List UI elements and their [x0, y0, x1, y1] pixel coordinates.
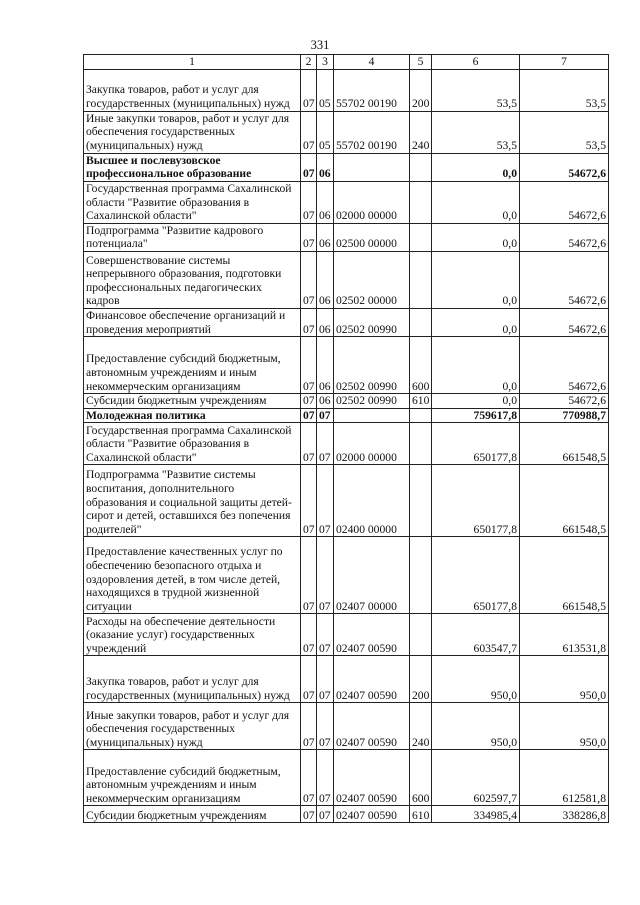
cell-expense-type	[410, 153, 432, 181]
cell-amount-year-2: 53,5	[520, 69, 609, 111]
cell-amount-year-1: 650177,8	[432, 537, 520, 614]
cell-amount-year-1: 53,5	[432, 69, 520, 111]
cell-target-article: 02502 00990	[334, 337, 410, 394]
cell-amount-year-2: 54672,6	[520, 223, 609, 251]
cell-amount-year-1: 0,0	[432, 337, 520, 394]
cell-amount-year-2: 612581,8	[520, 750, 609, 806]
cell-expense-type: 240	[410, 703, 432, 750]
cell-expense-type: 600	[410, 337, 432, 394]
header-col-5: 5	[410, 55, 432, 70]
cell-name: Предоставление качественных услуг по обеспечению безопасного отдыха и оздоровления детей, в том числе детей, находящихся в трудной жизненной ситуации	[84, 537, 301, 614]
cell-target-article: 02502 00990	[334, 308, 410, 336]
table-row	[84, 337, 609, 394]
cell-name: Подпрограмма "Развитие системы воспитания, дополнительного образования и социальной защиты детей-сирот и детей, оставшихся без попечения родителей"	[84, 465, 301, 537]
cell-subsection: 06	[317, 251, 334, 308]
cell-amount-year-2: 950,0	[520, 703, 609, 750]
header-row	[84, 55, 609, 70]
cell-section: 07	[301, 223, 317, 251]
cell-amount-year-2: 661548,5	[520, 465, 609, 537]
cell-name: Расходы на обеспечение деятельности (оказание услуг) государственных учреждений	[84, 614, 301, 656]
cell-section: 07	[301, 537, 317, 614]
cell-section: 07	[301, 750, 317, 806]
cell-expense-type	[410, 408, 432, 423]
table-row	[84, 423, 609, 465]
table-row	[84, 703, 609, 750]
cell-amount-year-2: 54672,6	[520, 308, 609, 336]
cell-amount-year-1: 0,0	[432, 223, 520, 251]
table-row	[84, 111, 609, 153]
table-row	[84, 465, 609, 537]
cell-amount-year-1: 334985,4	[432, 806, 520, 823]
cell-amount-year-2: 54672,6	[520, 394, 609, 409]
table-row	[84, 750, 609, 806]
cell-amount-year-1: 650177,8	[432, 423, 520, 465]
cell-target-article: 02407 00590	[334, 703, 410, 750]
cell-amount-year-2: 53,5	[520, 111, 609, 153]
cell-amount-year-1: 0,0	[432, 153, 520, 181]
page-number: 331	[310, 38, 330, 52]
cell-subsection: 06	[317, 394, 334, 409]
cell-expense-type	[410, 614, 432, 656]
cell-expense-type: 200	[410, 656, 432, 703]
cell-section: 07	[301, 423, 317, 465]
cell-amount-year-2: 950,0	[520, 656, 609, 703]
cell-target-article	[334, 408, 410, 423]
cell-subsection: 06	[317, 153, 334, 181]
cell-target-article	[334, 153, 410, 181]
cell-amount-year-2: 54672,6	[520, 181, 609, 223]
cell-expense-type: 610	[410, 806, 432, 823]
cell-target-article: 55702 00190	[334, 111, 410, 153]
table-row	[84, 251, 609, 308]
cell-expense-type	[410, 465, 432, 537]
header-col-3: 3	[317, 55, 334, 70]
cell-amount-year-2: 338286,8	[520, 806, 609, 823]
cell-name: Государственная программа Сахалинской области "Развитие образования в Сахалинской области"	[84, 181, 301, 223]
cell-amount-year-1: 950,0	[432, 703, 520, 750]
cell-amount-year-2: 54672,6	[520, 337, 609, 394]
table-row	[84, 614, 609, 656]
cell-subsection: 06	[317, 223, 334, 251]
cell-subsection: 07	[317, 465, 334, 537]
cell-name: Иные закупки товаров, работ и услуг для обеспечения государственных (муниципальных) нужд	[84, 111, 301, 153]
cell-expense-type: 600	[410, 750, 432, 806]
cell-target-article: 02407 00590	[334, 806, 410, 823]
cell-section: 07	[301, 111, 317, 153]
cell-expense-type	[410, 537, 432, 614]
cell-name: Закупка товаров, работ и услуг для государственных (муниципальных) нужд	[84, 69, 301, 111]
cell-expense-type	[410, 181, 432, 223]
header-col-4: 4	[334, 55, 410, 70]
budget-table	[83, 54, 609, 823]
table-row	[84, 408, 609, 423]
cell-section: 07	[301, 153, 317, 181]
cell-target-article: 02407 00590	[334, 750, 410, 806]
cell-name: Субсидии бюджетным учреждениям	[84, 806, 301, 823]
cell-subsection: 07	[317, 806, 334, 823]
cell-amount-year-1: 0,0	[432, 394, 520, 409]
cell-section: 07	[301, 614, 317, 656]
header-col-6: 6	[432, 55, 520, 70]
table-row	[84, 223, 609, 251]
cell-expense-type: 240	[410, 111, 432, 153]
cell-amount-year-1: 0,0	[432, 181, 520, 223]
table-body	[84, 69, 609, 823]
cell-name: Подпрограмма "Развитие кадрового потенциала"	[84, 223, 301, 251]
cell-subsection: 07	[317, 537, 334, 614]
cell-section: 07	[301, 806, 317, 823]
cell-target-article: 02407 00000	[334, 537, 410, 614]
cell-expense-type: 200	[410, 69, 432, 111]
header-col-2: 2	[301, 55, 317, 70]
cell-amount-year-1: 53,5	[432, 111, 520, 153]
cell-subsection: 07	[317, 703, 334, 750]
cell-expense-type	[410, 251, 432, 308]
cell-subsection: 05	[317, 69, 334, 111]
cell-target-article: 55702 00190	[334, 69, 410, 111]
cell-subsection: 06	[317, 308, 334, 336]
cell-section: 07	[301, 251, 317, 308]
cell-amount-year-1: 602597,7	[432, 750, 520, 806]
table-row	[84, 181, 609, 223]
cell-subsection: 05	[317, 111, 334, 153]
cell-amount-year-2: 613531,8	[520, 614, 609, 656]
cell-name: Иные закупки товаров, работ и услуг для обеспечения государственных (муниципальных) нужд	[84, 703, 301, 750]
cell-name: Молодежная политика	[84, 408, 301, 423]
cell-amount-year-1: 950,0	[432, 656, 520, 703]
cell-name: Предоставление субсидий бюджетным, автономным учреждениям и иным некоммерческим организациям	[84, 750, 301, 806]
cell-amount-year-1: 650177,8	[432, 465, 520, 537]
cell-subsection: 07	[317, 656, 334, 703]
cell-subsection: 07	[317, 423, 334, 465]
cell-section: 07	[301, 337, 317, 394]
cell-name: Высшее и послевузовское профессиональное образование	[84, 153, 301, 181]
cell-expense-type	[410, 423, 432, 465]
cell-amount-year-2: 54672,6	[520, 251, 609, 308]
cell-amount-year-1: 603547,7	[432, 614, 520, 656]
table-row	[84, 394, 609, 409]
cell-name: Финансовое обеспечение организаций и проведения мероприятий	[84, 308, 301, 336]
cell-target-article: 02502 00000	[334, 251, 410, 308]
table-row	[84, 308, 609, 336]
cell-name: Предоставление субсидий бюджетным, автономным учреждениям и иным некоммерческим организациям	[84, 337, 301, 394]
cell-subsection: 07	[317, 750, 334, 806]
cell-amount-year-1: 0,0	[432, 251, 520, 308]
header-col-1: 1	[84, 55, 301, 70]
cell-name: Субсидии бюджетным учреждениям	[84, 394, 301, 409]
header-col-7: 7	[520, 55, 609, 70]
cell-target-article: 02502 00990	[334, 394, 410, 409]
cell-target-article: 02407 00590	[334, 614, 410, 656]
cell-amount-year-2: 661548,5	[520, 423, 609, 465]
cell-target-article: 02000 00000	[334, 181, 410, 223]
cell-section: 07	[301, 394, 317, 409]
cell-amount-year-2: 661548,5	[520, 537, 609, 614]
cell-name: Совершенствование системы непрерывного образования, подготовки профессиональных педагогических кадров	[84, 251, 301, 308]
table-row	[84, 806, 609, 823]
cell-expense-type	[410, 223, 432, 251]
cell-section: 07	[301, 703, 317, 750]
cell-target-article: 02500 00000	[334, 223, 410, 251]
cell-expense-type	[410, 308, 432, 336]
cell-section: 07	[301, 656, 317, 703]
cell-subsection: 06	[317, 337, 334, 394]
cell-name: Закупка товаров, работ и услуг для государственных (муниципальных) нужд	[84, 656, 301, 703]
cell-section: 07	[301, 308, 317, 336]
cell-expense-type: 610	[410, 394, 432, 409]
cell-amount-year-2: 54672,6	[520, 153, 609, 181]
cell-target-article: 02400 00000	[334, 465, 410, 537]
table-row	[84, 656, 609, 703]
cell-name: Государственная программа Сахалинской области "Развитие образования в Сахалинской области"	[84, 423, 301, 465]
cell-subsection: 07	[317, 408, 334, 423]
cell-section: 07	[301, 465, 317, 537]
cell-subsection: 07	[317, 614, 334, 656]
cell-amount-year-1: 0,0	[432, 308, 520, 336]
table-row	[84, 69, 609, 111]
cell-target-article: 02407 00590	[334, 656, 410, 703]
cell-section: 07	[301, 408, 317, 423]
table-row	[84, 537, 609, 614]
cell-amount-year-1: 759617,8	[432, 408, 520, 423]
cell-section: 07	[301, 181, 317, 223]
cell-target-article: 02000 00000	[334, 423, 410, 465]
table-row	[84, 153, 609, 181]
cell-amount-year-2: 770988,7	[520, 408, 609, 423]
cell-subsection: 06	[317, 181, 334, 223]
cell-section: 07	[301, 69, 317, 111]
